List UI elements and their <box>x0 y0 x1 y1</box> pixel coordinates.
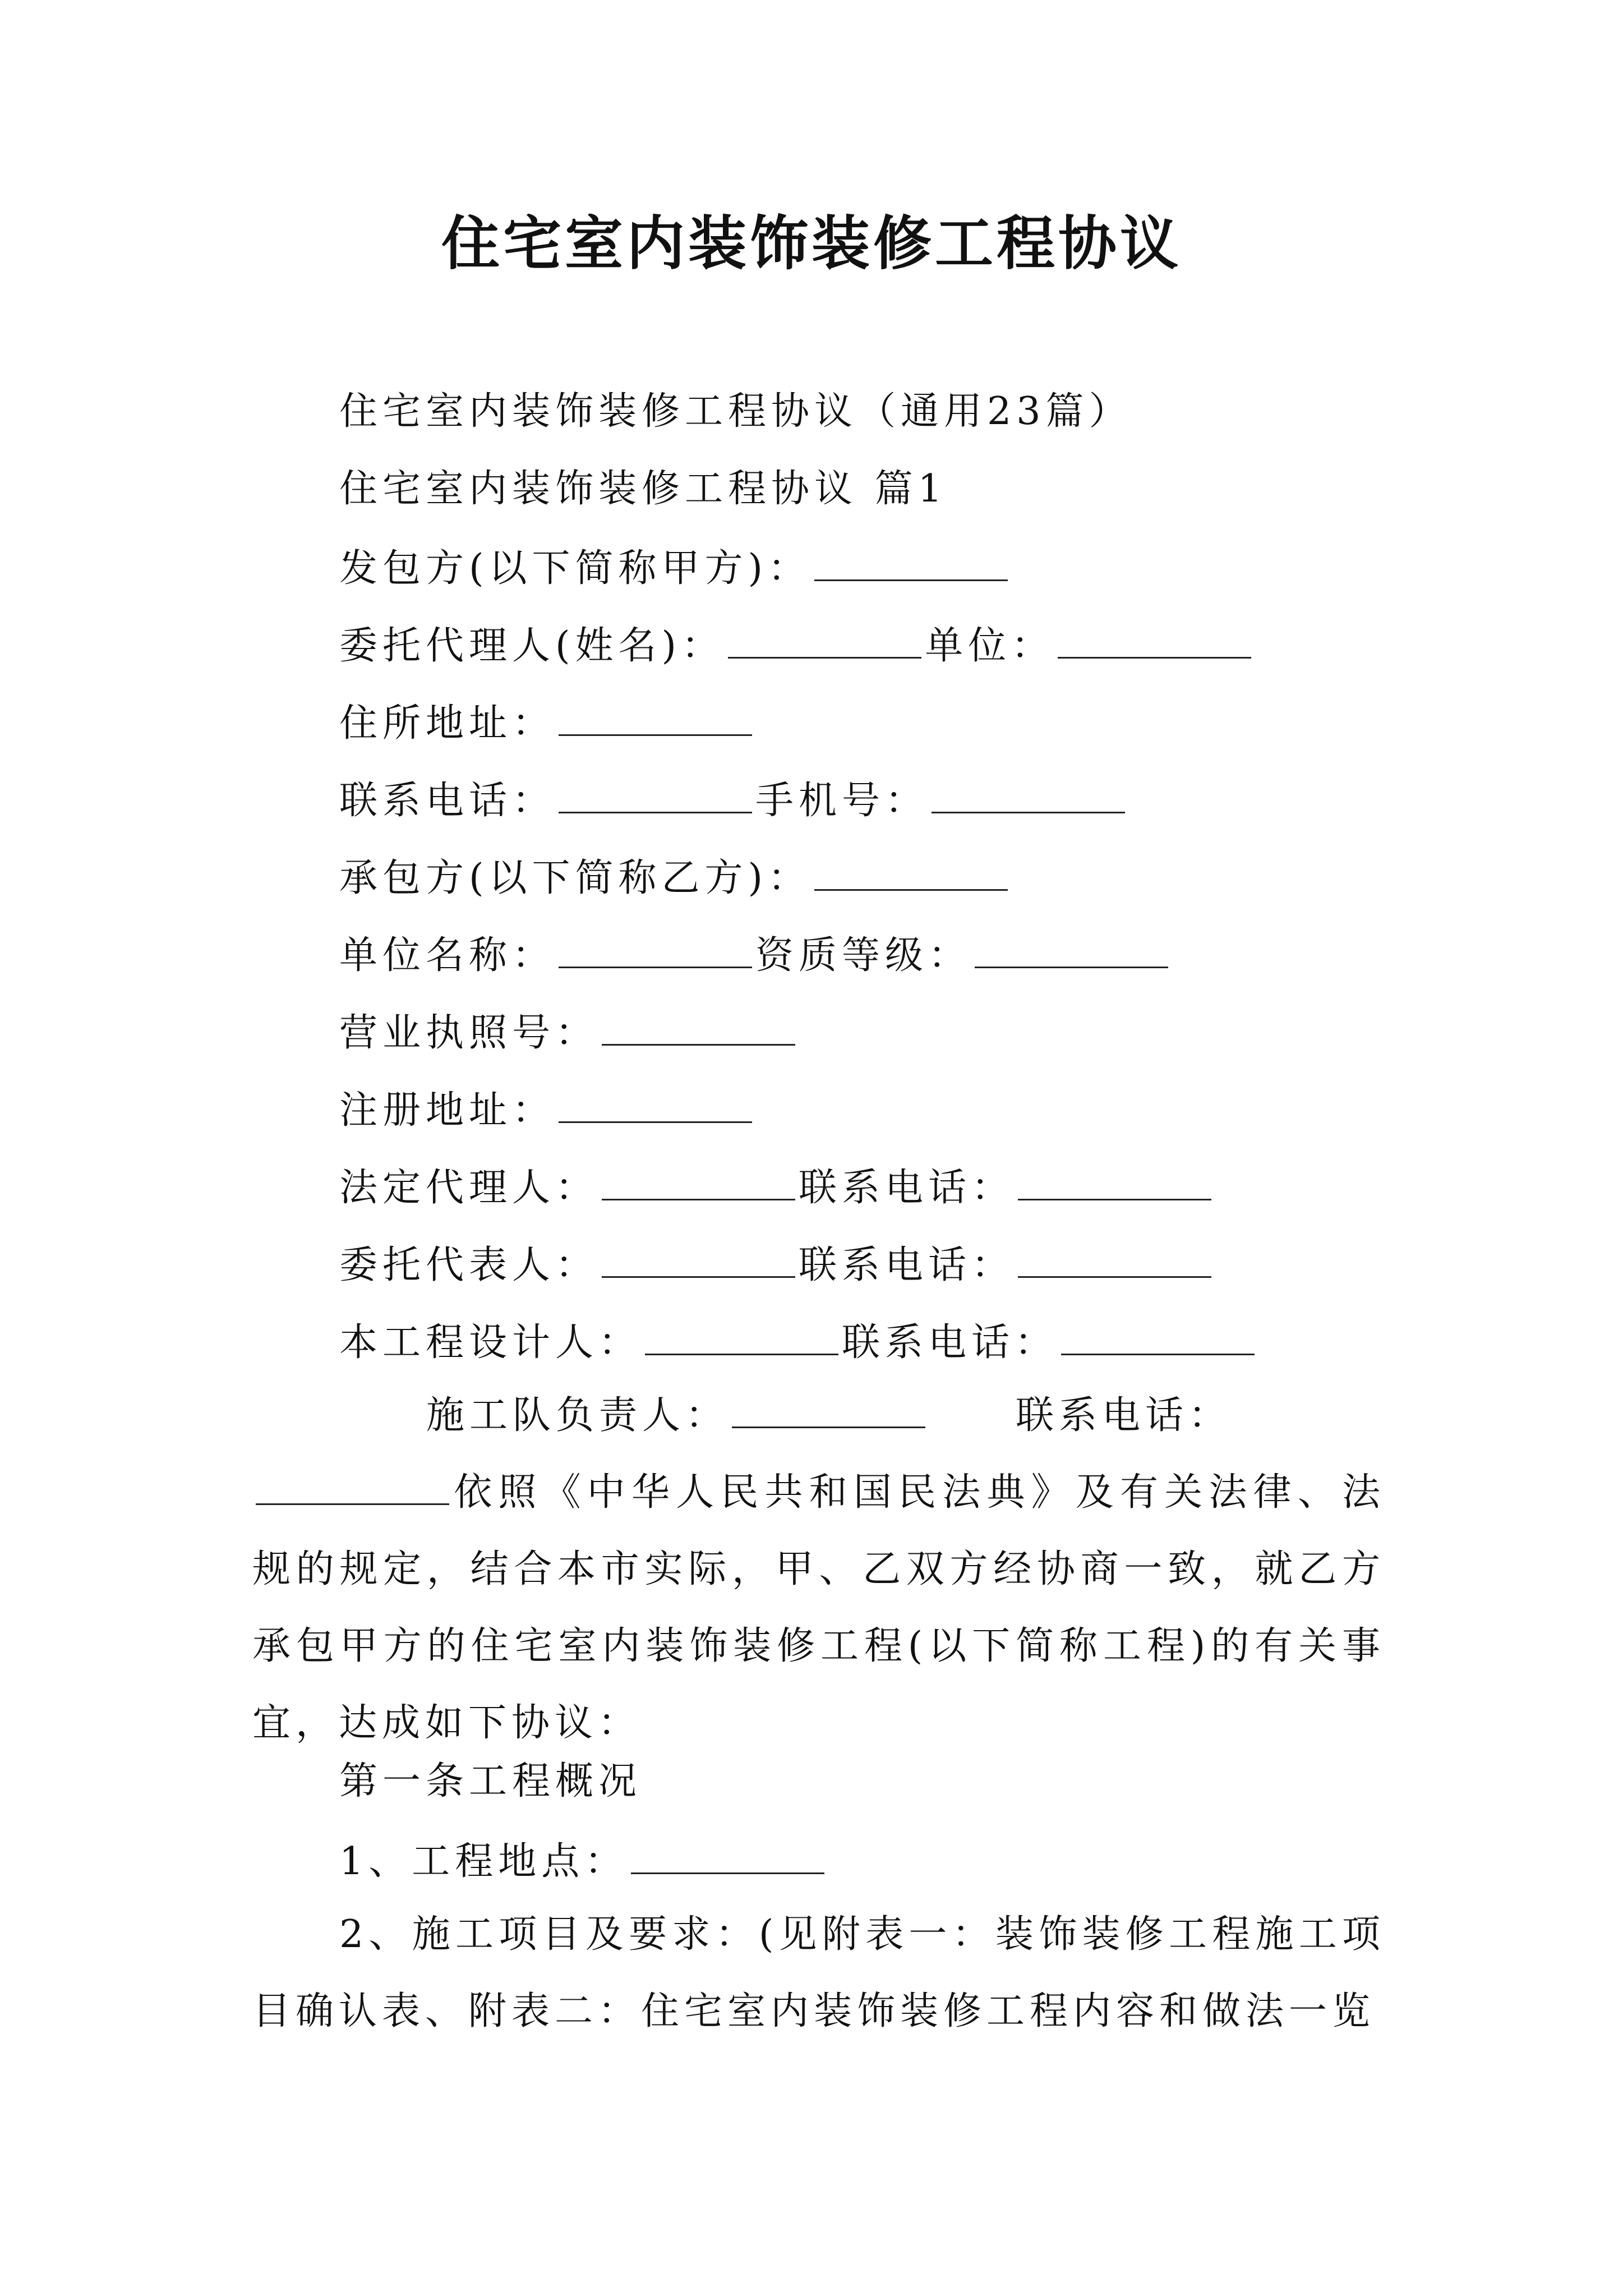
phone-row <box>339 779 1128 823</box>
mobile-blank[interactable] <box>932 779 1125 813</box>
company-row <box>339 933 1172 978</box>
contractor-row <box>339 857 1011 898</box>
article-1-heading: 第一条工程概况 <box>339 1759 642 1803</box>
entrusted-rep-phone-label: 联系电话： <box>799 1243 1015 1287</box>
preamble-paragraph <box>252 1377 1385 1761</box>
entrusted-rep-label: 委托代表人： <box>339 1243 599 1287</box>
legal-agent-phone-blank[interactable] <box>1018 1166 1211 1200</box>
agent-unit-label: 单位： <box>925 624 1055 668</box>
legal-agent-row <box>339 1166 1215 1210</box>
entrusted-rep-blank[interactable] <box>602 1244 795 1278</box>
address-label: 住所地址： <box>339 701 556 746</box>
company-name-label: 单位名称： <box>339 933 556 978</box>
legal-agent-label: 法定代理人： <box>339 1166 599 1210</box>
contractor-blank[interactable] <box>814 857 1008 891</box>
agent-row <box>339 624 1255 668</box>
license-label: 营业执照号： <box>339 1011 599 1055</box>
designer-label: 本工程设计人： <box>339 1320 642 1365</box>
qualification-blank[interactable] <box>975 934 1168 968</box>
phone-label: 联系电话： <box>339 779 556 823</box>
crew-leader-phone-label: 联系电话： <box>1016 1393 1232 1438</box>
crew-leader-blank[interactable] <box>732 1394 925 1428</box>
registered-address-row <box>339 1088 755 1133</box>
legal-agent-blank[interactable] <box>602 1166 795 1200</box>
agent-name-blank[interactable] <box>728 624 921 659</box>
item-1-row <box>339 1839 828 1884</box>
preamble-text: 依照《中华人民共和国民法典》及有关法律、法规的规定，结合本市实际，甲、乙双方经协商一致，就乙方承包甲方的住宅室内装饰装修工程(以下简称工程)的有关事宜，达成如下协议： <box>252 1470 1385 1745</box>
crew-leader-phone-blank[interactable] <box>256 1471 449 1505</box>
employer-row <box>339 546 1011 591</box>
legal-agent-phone-label: 联系电话： <box>799 1166 1015 1210</box>
phone-blank[interactable] <box>559 779 752 813</box>
license-row <box>339 1011 799 1055</box>
entrusted-rep-phone-blank[interactable] <box>1018 1244 1211 1278</box>
address-blank[interactable] <box>559 702 752 736</box>
item-1-blank[interactable] <box>631 1840 824 1874</box>
designer-phone-blank[interactable] <box>1061 1321 1255 1355</box>
document-title: 住宅室内装饰装修工程协议 <box>441 209 1182 278</box>
qualification-label: 资质等级： <box>755 933 972 978</box>
agent-name-label: 委托代理人(姓名)： <box>339 624 725 668</box>
license-blank[interactable] <box>602 1011 795 1046</box>
employer-label: 发包方(以下简称甲方)： <box>339 546 811 591</box>
section-heading: 住宅室内装饰装修工程协议 篇1 <box>339 467 947 511</box>
designer-blank[interactable] <box>645 1321 838 1355</box>
crew-leader-label: 施工队负责人： <box>426 1393 729 1438</box>
entrusted-rep-row <box>339 1244 1215 1285</box>
item-2-paragraph: 2、施工项目及要求：(见附表一：装饰装修工程施工项目确认表、附表二：住宅室内装饰装修工程内容和做法一览 <box>252 1912 1385 2033</box>
item-1-label: 1、工程地点： <box>339 1839 628 1884</box>
document-subtitle: 住宅室内装饰装修工程协议（通用23篇） <box>339 389 1132 434</box>
employer-blank[interactable] <box>814 547 1008 581</box>
registered-address-blank[interactable] <box>559 1089 752 1123</box>
mobile-label: 手机号： <box>755 779 929 823</box>
address-row <box>339 701 755 746</box>
contractor-label: 承包方(以下简称乙方)： <box>339 856 811 900</box>
registered-address-label: 注册地址： <box>339 1088 556 1133</box>
company-name-blank[interactable] <box>559 934 752 968</box>
agent-unit-blank[interactable] <box>1058 624 1251 659</box>
designer-row <box>339 1320 1258 1365</box>
designer-phone-label: 联系电话： <box>842 1320 1058 1365</box>
